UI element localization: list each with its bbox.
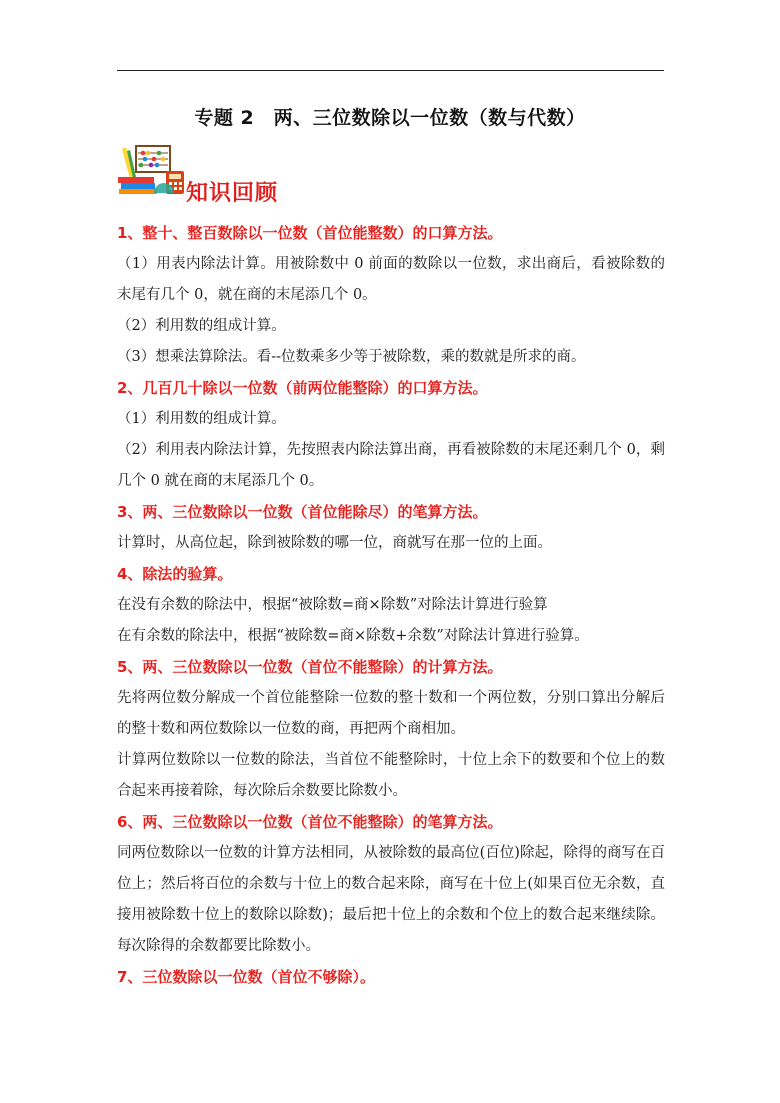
page-title: 专题 2 两、三位数除以一位数（数与代数） [194,107,586,129]
section-heading: 6、两、三位数除以一位数（首位不能整除）的笔算方法。 [117,813,503,831]
section-paragraph: （1）利用数的组成计算。 [117,411,286,427]
section-heading: 4、除法的验算。 [117,565,233,583]
section-paragraph: （2）利用表内除法计算，先按照表内除法算出商，再看被除数的末尾还剩几个 0，剩几个 0 就在商的末尾添几个 0。 [117,442,665,489]
section-paragraph: 同两位数除以一位数的计算方法相同，从被除数的最高位(百位)除起，除得的商写在百位上；然后将百位的余数与十位上的数合起来除，商写在十位上(如果百位无余数，直接用被除数十位上的数除以除数)；最后把十位上的余数和个位上的数合起来继续除。每次除得的余数都要比除数小。 [117,845,665,954]
section-paragraph: 计算时，从高位起，除到被除数的哪一位，商就写在那一位的上面。 [117,535,552,551]
section-paragraph: 先将两位数分解成一个首位能整除一位数的整十数和一个两位数，分别口算出分解后的整十数和两位数除以一位数的商，再把两个商相加。 [117,690,665,737]
section-paragraph: （2）利用数的组成计算。 [117,318,286,334]
education-supplies-icon [116,143,186,195]
section-heading: 1、整十、整百数除以一位数（首位能整数）的口算方法。 [117,224,503,242]
knowledge-content [117,218,665,993]
section-heading: 7、三位数除以一位数（首位不够除）。 [117,968,375,986]
section-paragraph: （3）想乘法算除法。看--位数乘多少等于被除数，乘的数就是所求的商。 [117,349,586,365]
section-heading: 3、两、三位数除以一位数（首位能除尽）的笔算方法。 [117,503,488,521]
section-heading: 2、几百几十除以一位数（前两位能整除）的口算方法。 [117,379,488,397]
section-paragraph: 计算两位数除以一位数的除法，当首位不能整除时，十位上余下的数要和个位上的数合起来再接着除，每次除后余数要比除数小。 [117,752,665,799]
header-rule [117,70,664,71]
section-paragraph: 在没有余数的除法中，根据“被除数=商×除数”对除法计算进行验算 [117,597,548,613]
section-banner-title: 知识回顾 [186,180,279,206]
section-heading: 5、两、三位数除以一位数（首位不能整除）的计算方法。 [117,658,503,676]
section-paragraph: 在有余数的除法中，根据“被除数=商×除数+余数”对除法计算进行验算。 [117,628,589,644]
section-paragraph: （1）用表内除法计算。用被除数中 0 前面的数除以一位数，求出商后，看被除数的末尾有几个 0，就在商的末尾添几个 0。 [117,256,665,303]
